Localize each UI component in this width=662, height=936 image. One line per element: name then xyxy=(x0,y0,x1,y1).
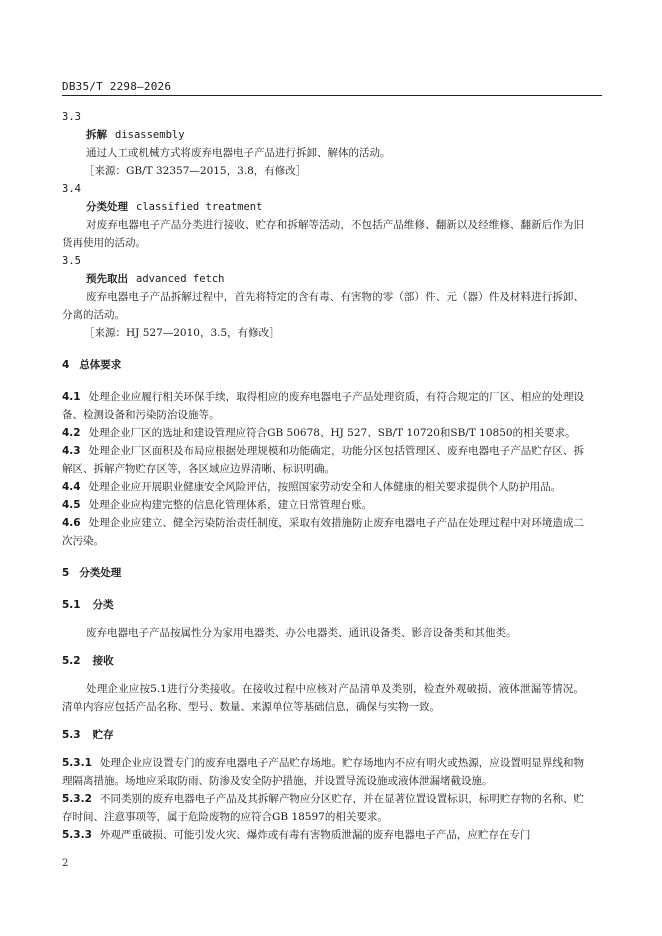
subsection-heading xyxy=(62,596,584,614)
paragraph: 处理企业应按5.1进行分类接收。在接收过程中应核对产品清单及类别，检查外观破损、液体泄漏等情况。清单内容应包括产品名称、型号、数量、来源单位等基础信息，确保与实物一致。 xyxy=(62,683,584,713)
subsection-number: 5.2 xyxy=(62,655,81,667)
clause xyxy=(62,496,584,514)
term-definition: 通过人工或机械方式将废弃电器电子产品进行拆卸、解体的活动。 xyxy=(86,147,391,159)
clause-text: 处理企业应构建完整的信息化管理体系，建立日常管理台账。 xyxy=(88,499,373,511)
term-definition: 对废弃电器电子产品分类进行接收、贮存和拆解等活动，不包括产品维修、翻新以及经维修、翻新后作为旧货再使用的活动。 xyxy=(62,219,584,249)
section-title: 分类处理 xyxy=(79,567,122,579)
term-definition: 废弃电器电子产品拆解过程中，首先将特定的含有毒、有害物的零（部）件、元（器）件及材料进行拆卸、分离的活动。 xyxy=(62,291,584,321)
clause xyxy=(62,754,584,790)
paragraph: 废弃电器电子产品按属性分为家用电器类、办公电器类、通讯设备类、影音设备类和其他类。 xyxy=(86,627,517,639)
clause-text: 处理企业应履行相关环保手续，取得相应的废弃电器电子产品处理资质，有符合规定的厂区、相应的处理设备、检测设备和污染防治设施等。 xyxy=(62,391,584,421)
clause xyxy=(62,478,584,496)
term-source: ［来源：HJ 527—2010，3.5，有修改］ xyxy=(84,327,280,339)
term-number: 3.5 xyxy=(62,255,81,267)
clause-number: 5.3.2 xyxy=(62,793,92,805)
clause-number: 4.4 xyxy=(62,481,81,493)
term-heading xyxy=(62,270,584,288)
clause-text: 处理企业厂区面积及布局应根据处理规模和功能确定，功能分区包括管理区、废弃电器电子产品贮存区、拆解区、拆解产物贮存区等，各区域应边界清晰、标识明确。 xyxy=(62,445,584,475)
subsection-number: 5.3 xyxy=(62,729,81,741)
clause xyxy=(62,790,584,826)
section-number: 4 xyxy=(62,359,70,371)
clause-number: 4.1 xyxy=(62,391,81,403)
term-source: ［来源：GB/T 32357—2015，3.8，有修改］ xyxy=(84,165,307,177)
clause xyxy=(62,514,584,550)
subsection-heading xyxy=(62,652,584,670)
clause-text: 处理企业应建立、健全污染防治责任制度，采取有效措施防止废弃电器电子产品在处理过程中对环境造成二次污染。 xyxy=(62,517,584,547)
clause-text: 外观严重破损、可能引发火灾、爆炸或有毒有害物质泄漏的废弃电器电子产品，应贮存在专门 xyxy=(99,829,531,841)
clause-number: 4.3 xyxy=(62,445,81,457)
clause xyxy=(62,826,584,844)
subsection-title: 接收 xyxy=(92,655,114,667)
clause-text: 处理企业厂区的选址和建设管理应符合GB 50678、HJ 527、SB/T 10720和SB/T 10850的相关要求。 xyxy=(88,427,576,439)
term-heading xyxy=(62,126,584,144)
subsection-title: 贮存 xyxy=(92,729,114,741)
section-number: 5 xyxy=(62,567,70,579)
standard-number: DB35/T 2298—2026 xyxy=(62,80,172,93)
clause xyxy=(62,388,584,424)
clause-text: 处理企业应设置专门的废弃电器电子产品贮存场地。贮存场地内不应有明火或热源，应设置明显界线和物理隔离措施。场地应采取防雨、防渗及安全防护措施，并设置导流设施或液体泄漏堵截设施。 xyxy=(62,757,584,787)
clause-number: 5.3.1 xyxy=(62,757,92,769)
clause xyxy=(62,442,584,478)
clause-number: 4.5 xyxy=(62,499,81,511)
term-cn: 预先取出 xyxy=(86,273,128,285)
page-body xyxy=(62,108,584,844)
term-number: 3.4 xyxy=(62,183,81,195)
term-en: advanced fetch xyxy=(136,273,225,285)
section-heading xyxy=(62,356,584,374)
clause xyxy=(62,424,584,442)
clause-number: 5.3.3 xyxy=(62,829,92,841)
term-heading xyxy=(62,198,584,216)
clause-number: 4.2 xyxy=(62,427,81,439)
term-number: 3.3 xyxy=(62,111,81,123)
clause-number: 4.6 xyxy=(62,517,81,529)
header-rule xyxy=(62,95,602,96)
term-en: disassembly xyxy=(115,129,185,141)
page-number: 2 xyxy=(62,858,69,869)
subsection-title: 分类 xyxy=(92,599,114,611)
section-title: 总体要求 xyxy=(79,359,122,371)
clause-text: 处理企业应开展职业健康安全风险评估，按照国家劳动安全和人体健康的相关要求提供个人防护用品。 xyxy=(88,481,562,493)
term-cn: 拆解 xyxy=(86,129,107,141)
clause-text: 不同类别的废弃电器电子产品及其拆解产物应分区贮存，并在显著位置设置标识，标明贮存物的名称、贮存时间、注意事项等，属于危险废物的应符合GB 18597的相关要求。 xyxy=(62,793,584,823)
subsection-heading xyxy=(62,726,584,744)
subsection-number: 5.1 xyxy=(62,599,81,611)
section-heading xyxy=(62,564,584,582)
term-cn: 分类处理 xyxy=(86,201,128,213)
term-en: classified treatment xyxy=(136,201,263,213)
